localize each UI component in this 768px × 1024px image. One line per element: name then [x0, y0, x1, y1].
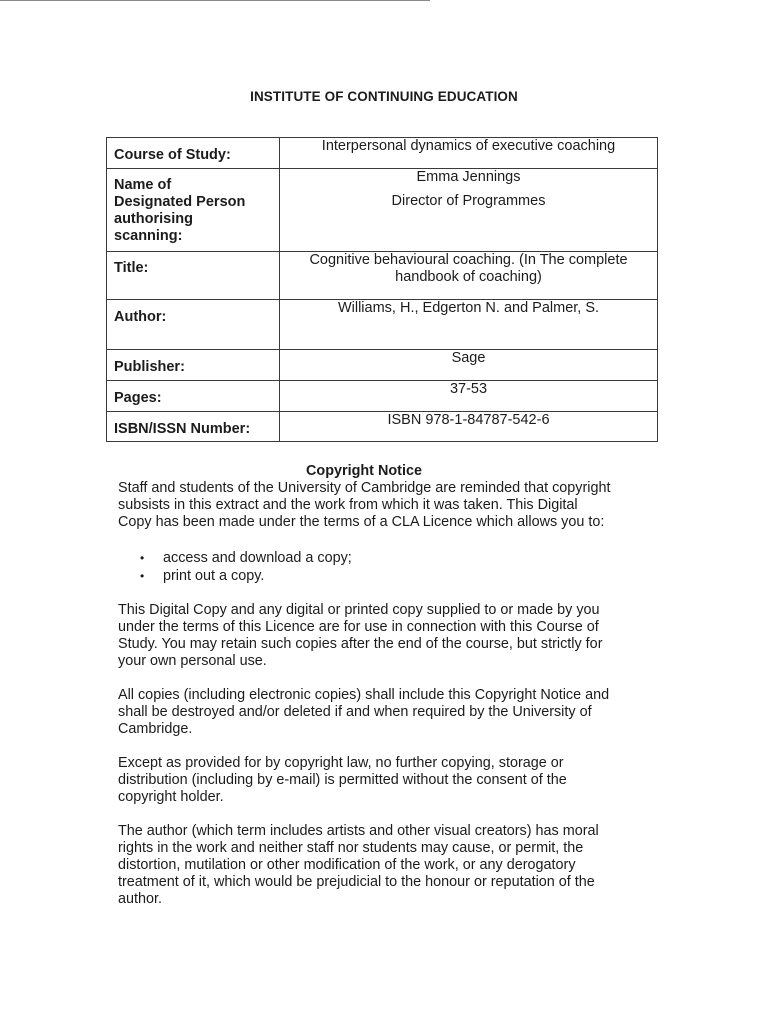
paragraph-spacer — [118, 738, 658, 755]
copyright-notice — [118, 463, 658, 908]
bullet-icon: • — [140, 551, 145, 565]
list-item — [140, 567, 658, 585]
paragraph-line: treatment of it, which would be prejudicial to the honour or reputation of the — [118, 874, 595, 890]
paragraph-line: shall be destroyed and/or deleted if and when required by the University of — [118, 704, 592, 720]
designated-person-name: Emma Jennings — [416, 169, 521, 185]
notice-paragraph-moral-rights — [118, 823, 658, 908]
author-label: Author: — [107, 300, 280, 350]
table-row-course — [107, 138, 658, 169]
paragraph-line: copyright holder. — [118, 789, 224, 805]
designated-person-label — [107, 169, 280, 252]
paragraph-line: Except as provided for by copyright law, no further copying, storage or — [118, 755, 564, 771]
permission-list — [118, 549, 658, 585]
course-value — [280, 138, 658, 169]
isbn-label: ISBN/ISSN Number: — [107, 412, 280, 442]
author-value — [280, 300, 658, 350]
table-row-author — [107, 300, 658, 350]
paragraph-line: Study. You may retain such copies after the end of the course, but strictly for — [118, 636, 603, 652]
paragraph-spacer — [118, 806, 658, 823]
table-row-isbn — [107, 412, 658, 442]
copyright-notice-title: Copyright Notice — [306, 463, 422, 479]
designated-person-label-line: authorising — [114, 211, 193, 227]
table-row-publisher — [107, 350, 658, 381]
table-row-designated-person — [107, 169, 658, 252]
scan-edge-line — [0, 0, 430, 1]
notice-paragraph-copying — [118, 755, 658, 806]
designated-person-label-line: scanning: — [114, 228, 183, 244]
isbn-value-text: ISBN 978-1-84787-542-6 — [387, 412, 550, 428]
designated-person-value — [280, 169, 658, 252]
paragraph-line: This Digital Copy and any digital or printed copy supplied to or made by you — [118, 602, 600, 618]
isbn-value — [280, 412, 658, 442]
notice-paragraph-copies — [118, 687, 658, 738]
designated-person-role: Director of Programmes — [391, 193, 546, 209]
author-value-text: Williams, H., Edgerton N. and Palmer, S. — [337, 300, 600, 316]
course-info-table — [106, 137, 658, 442]
paragraph-line: under the terms of this Licence are for use in connection with this Course of — [118, 619, 599, 635]
paragraph-line: subsists in this extract and the work from which it was taken. This Digital — [118, 497, 578, 513]
paragraph-line: rights in the work and neither staff nor students may cause, or permit, the — [118, 840, 584, 856]
publisher-label: Publisher: — [107, 350, 280, 381]
table-row-title — [107, 252, 658, 300]
designated-person-label-line: Designated Person — [114, 194, 246, 210]
publisher-value-text: Sage — [451, 350, 486, 366]
list-item — [140, 549, 658, 567]
notice-intro-paragraph — [118, 480, 658, 531]
pages-value — [280, 381, 658, 412]
designated-person-label-line: Name of — [114, 177, 172, 193]
paragraph-line: The author (which term includes artists and other visual creators) has moral — [118, 823, 599, 839]
publisher-value — [280, 350, 658, 381]
pages-value-text: 37-53 — [449, 381, 488, 397]
title-value — [280, 252, 658, 300]
paragraph-line: All copies (including electronic copies) shall include this Copyright Notice and — [118, 687, 610, 703]
paragraph-line: distribution (including by e-mail) is permitted without the consent of the — [118, 772, 567, 788]
paragraph-line: Cambridge. — [118, 721, 193, 737]
list-item-text: access and download a copy; — [163, 550, 352, 566]
pages-label: Pages: — [107, 381, 280, 412]
institution-heading: INSTITUTE OF CONTINUING EDUCATION — [250, 89, 518, 104]
paragraph-spacer — [118, 670, 658, 687]
table-row-pages — [107, 381, 658, 412]
paragraph-line: Staff and students of the University of Cambridge are reminded that copyright — [118, 480, 611, 496]
paragraph-line: your own personal use. — [118, 653, 267, 669]
bullet-icon: • — [140, 569, 145, 583]
course-value-text: Interpersonal dynamics of executive coaching — [321, 138, 616, 154]
course-label: Course of Study: — [107, 138, 280, 169]
title-label: Title: — [107, 252, 280, 300]
title-value-line: Cognitive behavioural coaching. (In The complete — [309, 252, 628, 268]
paragraph-line: author. — [118, 891, 163, 907]
notice-paragraph-use — [118, 602, 658, 670]
paragraph-line: distortion, mutilation or other modification of the work, or any derogatory — [118, 857, 576, 873]
list-item-text: print out a copy. — [163, 568, 265, 584]
title-value-line: handbook of coaching) — [395, 269, 542, 285]
paragraph-line: Copy has been made under the terms of a CLA Licence which allows you to: — [118, 514, 605, 530]
